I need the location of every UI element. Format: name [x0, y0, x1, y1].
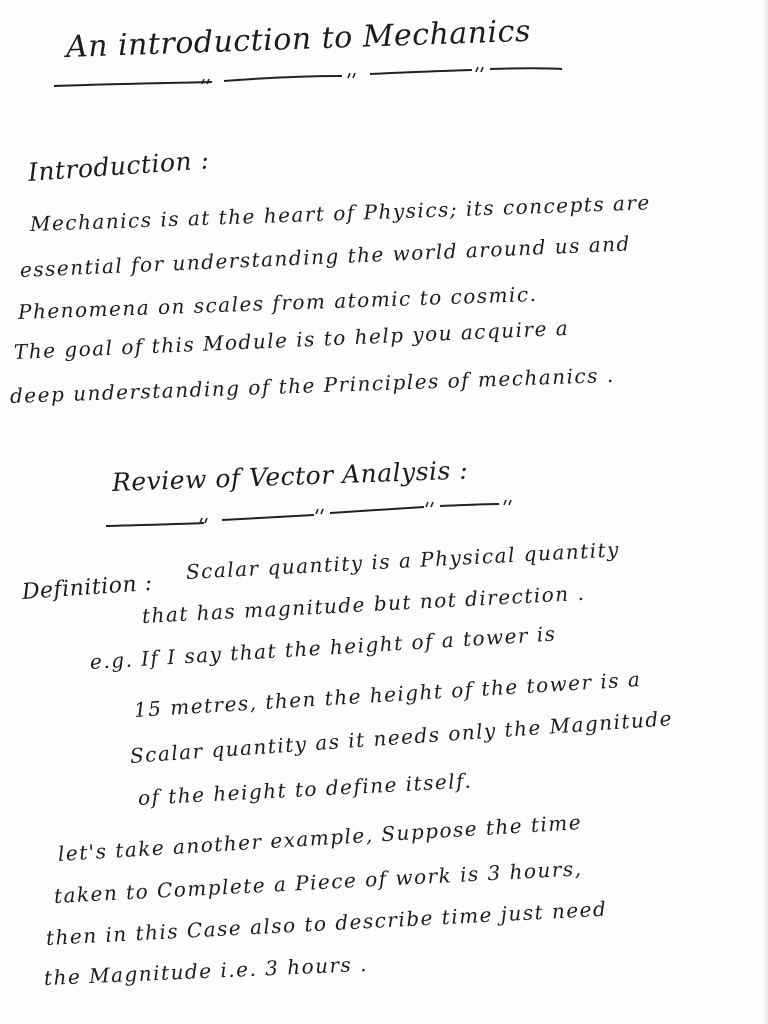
page-edge-shadow [762, 0, 768, 1024]
definition-label: Definition : [21, 570, 154, 605]
definition-line: of the height to define itself. [137, 768, 473, 810]
intro-line: Phenomena on scales from atomic to cosmic. [17, 281, 538, 324]
definition-line: e.g. If I say that the height of a tower is [89, 621, 558, 674]
example-line: taken to Complete a Piece of work is 3 hours, [53, 856, 584, 908]
page-title: An introduction to Mechanics [65, 13, 532, 65]
example-line: let's take another example, Suppose the time [57, 809, 583, 866]
intro-line: Mechanics is at the heart of Physics; its concepts are [29, 190, 652, 236]
introduction-heading: Introduction : [26, 145, 211, 187]
review-underline [104, 498, 524, 532]
example-line: the Magnitude i.e. 3 hours . [43, 951, 369, 990]
definition-line: Scalar quantity as it needs only the Magnitude [129, 706, 674, 768]
intro-line: deep understanding of the Principles of mechanics . [9, 362, 616, 408]
intro-line: essential for understanding the world around us and [19, 231, 632, 282]
title-underline [52, 64, 564, 94]
intro-line: The goal of this Module is to help you acquire a [13, 315, 570, 364]
definition-line: that has magnitude but not direction . [141, 580, 586, 628]
definition-line: Scalar quantity is a Physical quantity [185, 537, 621, 584]
review-heading: Review of Vector Analysis : [111, 455, 469, 497]
definition-line: 15 metres, then the height of the tower is a [133, 667, 642, 722]
example-line: then in this Case also to describe time just need [45, 896, 608, 950]
